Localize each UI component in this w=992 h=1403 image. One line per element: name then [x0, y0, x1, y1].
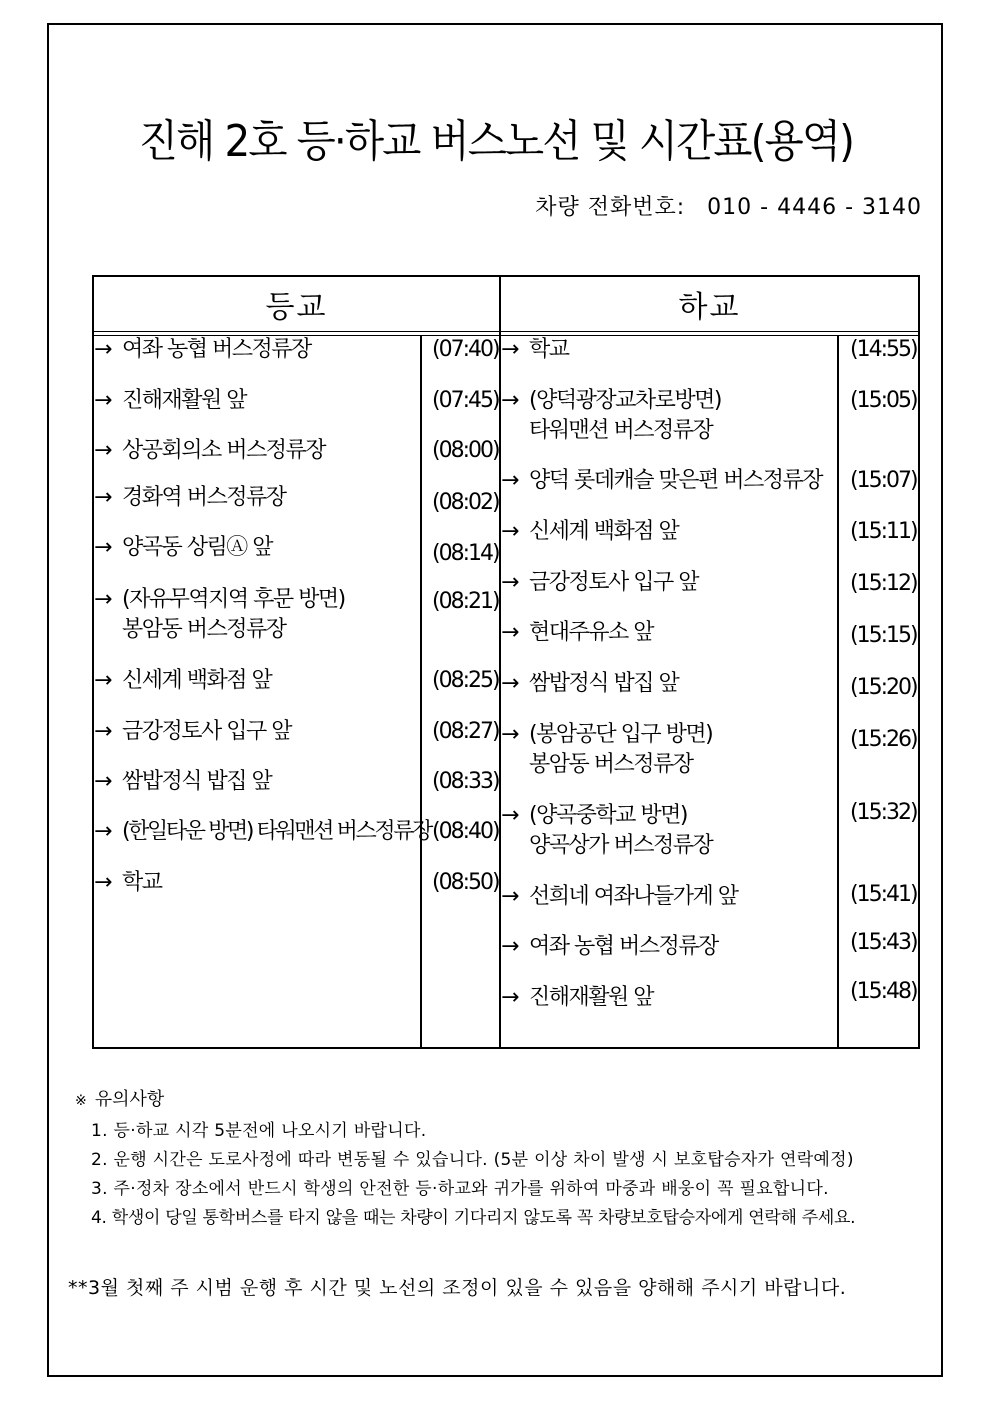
arrow-icon: →: [501, 388, 518, 413]
notes-heading: [75, 1085, 855, 1111]
stop-row: [501, 386, 721, 446]
arrow-icon: →: [501, 468, 518, 493]
notes-section: [75, 1085, 855, 1233]
arrow-icon: →: [501, 884, 518, 909]
vehicle-phone: [535, 190, 922, 221]
arrow-icon: →: [501, 519, 518, 544]
stop-row: [94, 533, 272, 563]
stop-row: [501, 720, 712, 780]
stop-row: [94, 585, 345, 645]
footer-note: **3월 첫째 주 시범 운행 후 시간 및 노선의 조정이 있을 수 있음을 양해해 주시기 바랍니다.: [68, 1277, 847, 1299]
stop-row: [501, 932, 718, 962]
arrow-icon: →: [94, 337, 111, 362]
stop-name: 금강정토사 입구 앞: [122, 719, 292, 744]
from-school-header: 하교: [501, 277, 918, 332]
stop-time: (15:05): [850, 388, 917, 413]
stop-row: [501, 669, 678, 699]
stop-row: [501, 618, 653, 648]
stop-time: (07:45): [432, 388, 499, 413]
stop-row: [501, 335, 569, 365]
note-item: 3. 주·정차 장소에서 반드시 학생의 안전한 등·하교와 귀가를 위하여 마중과 배웅이 꼭 필요합니다.: [91, 1179, 829, 1199]
stop-name: 상공회의소 버스정류장: [122, 438, 326, 463]
stop-name: (양덕광장교차로방면): [529, 388, 721, 413]
arrow-icon: →: [501, 985, 518, 1010]
arrow-icon: →: [501, 337, 518, 362]
stop-name: 진해재활원 앞: [122, 388, 247, 413]
stop-row: [94, 483, 286, 513]
stop-time: (08:25): [432, 668, 499, 693]
to-school-stops: [94, 335, 499, 1047]
stop-name-line2: 타워맨션 버스정류장: [529, 418, 713, 443]
stop-time: (08:00): [432, 438, 499, 463]
stop-name: 여좌 농협 버스정류장: [529, 934, 718, 959]
stop-name: (양곡중학교 방면): [529, 803, 687, 828]
stop-name: 진해재활원 앞: [529, 985, 654, 1010]
arrow-icon: →: [94, 587, 111, 612]
to-school-column: [94, 277, 501, 1047]
stop-row: [94, 386, 246, 416]
arrow-icon: →: [94, 719, 111, 744]
to-school-header: 등교: [94, 277, 499, 332]
arrow-icon: →: [501, 803, 518, 828]
reference-mark-icon: ※: [75, 1093, 87, 1109]
stop-time: (08:33): [432, 769, 499, 794]
stop-time: (08:50): [432, 870, 499, 895]
stop-name: (봉암공단 입구 방면): [529, 722, 713, 747]
stop-name: 학교: [122, 870, 162, 895]
stop-time: (15:41): [850, 882, 917, 907]
stop-name: 쌈밥정식 밥집 앞: [529, 671, 679, 696]
stop-time: (15:48): [850, 979, 917, 1004]
arrow-icon: →: [501, 722, 518, 747]
stop-row: [501, 466, 822, 496]
stop-name: 금강정토사 입구 앞: [529, 570, 699, 595]
stop-row: [94, 666, 271, 696]
note-item: 1. 등·하교 시각 5분전에 나오시기 바랍니다.: [91, 1121, 427, 1141]
note-item: 4. 학생이 당일 통학버스를 타지 않을 때는 차량이 기다리지 않도록 꼭 차량보호탑승자에게 연락해 주세요.: [91, 1208, 856, 1228]
stop-time: (15:32): [850, 800, 917, 825]
stop-row: [501, 882, 738, 912]
stop-name: 선희네 여좌나들가게 앞: [529, 884, 738, 909]
stop-row: [501, 801, 712, 861]
stop-name: 학교: [529, 337, 569, 362]
stop-time: (08:02): [432, 490, 499, 515]
stop-row: [94, 436, 325, 466]
phone-label: 차량 전화번호:: [535, 195, 686, 220]
stop-name-line2: 양곡상가 버스정류장: [529, 833, 713, 858]
stop-time: (15:12): [850, 571, 917, 596]
stop-row: [94, 817, 431, 847]
arrow-icon: →: [501, 620, 518, 645]
stop-name: (자유무역지역 후문 방면): [122, 587, 345, 612]
arrow-icon: →: [94, 819, 111, 844]
schedule-table: [92, 275, 920, 1049]
stop-time: (08:40): [432, 819, 499, 844]
phone-number: 010 - 4446 - 3140: [707, 195, 922, 220]
stop-time: (15:15): [850, 623, 917, 648]
arrow-icon: →: [94, 485, 111, 510]
stop-time: (15:07): [850, 468, 917, 493]
stop-time: (15:11): [850, 519, 917, 544]
stop-time: (14:55): [850, 337, 917, 362]
stop-row: [94, 868, 162, 898]
stop-name: 현대주유소 앞: [529, 620, 654, 645]
stop-name: 신세계 백화점 앞: [122, 668, 272, 693]
stop-name: 양곡동 상림Ⓐ 앞: [122, 535, 272, 560]
notes-title: 유의사항: [94, 1089, 165, 1110]
stop-row: [94, 335, 311, 365]
stop-row: [94, 767, 271, 797]
arrow-icon: →: [94, 535, 111, 560]
stop-name-line2: 봉암동 버스정류장: [529, 752, 693, 777]
stop-row: [94, 717, 291, 747]
arrow-icon: →: [94, 388, 111, 413]
arrow-icon: →: [501, 671, 518, 696]
arrow-icon: →: [501, 934, 518, 959]
stop-name: 신세계 백화점 앞: [529, 519, 679, 544]
note-item: 2. 운행 시간은 도로사정에 따라 변동될 수 있습니다. (5분 이상 차이 발생 시 보호탑승자가 연락예정): [91, 1150, 854, 1170]
arrow-icon: →: [501, 570, 518, 595]
stop-time: (15:43): [850, 930, 917, 955]
stop-time: (07:40): [432, 337, 499, 362]
page-title: 진해 2호 등·하교 버스노선 및 시간표(용역): [138, 116, 854, 167]
stop-time: (08:21): [432, 589, 499, 614]
arrow-icon: →: [94, 438, 111, 463]
from-school-stops: [501, 335, 918, 1047]
arrow-icon: →: [94, 769, 111, 794]
stop-row: [501, 983, 653, 1013]
stop-name: 쌈밥정식 밥집 앞: [122, 769, 272, 794]
arrow-icon: →: [94, 668, 111, 693]
stop-row: [501, 568, 698, 598]
arrow-icon: →: [94, 870, 111, 895]
stop-time: (15:26): [850, 727, 917, 752]
stop-row: [501, 517, 678, 547]
stop-name-line2: 봉암동 버스정류장: [122, 617, 286, 642]
stop-name: 여좌 농협 버스정류장: [122, 337, 311, 362]
stop-time: (08:14): [432, 541, 499, 566]
stop-name: (한일타운 방면) 타워맨션 버스정류장: [122, 819, 431, 844]
from-school-column: [501, 277, 918, 1047]
stop-time: (08:27): [432, 719, 499, 744]
stop-time: (15:20): [850, 675, 917, 700]
stop-name: 양덕 롯데캐슬 맞은편 버스정류장: [529, 468, 823, 493]
stop-name: 경화역 버스정류장: [122, 485, 286, 510]
